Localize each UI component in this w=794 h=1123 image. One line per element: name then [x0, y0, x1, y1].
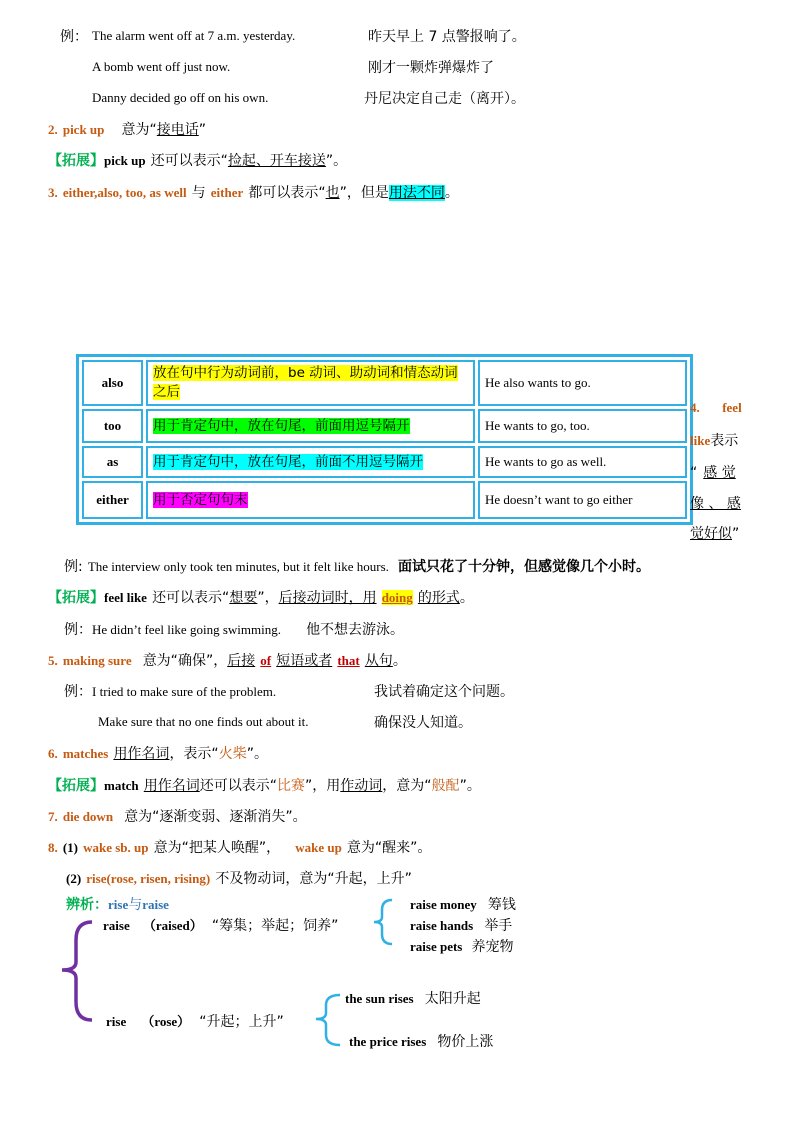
extension-note-end: 的形式 — [417, 590, 460, 606]
connector: 与 — [128, 897, 143, 913]
note-2: 短语或者 — [276, 653, 333, 669]
part-2: (2) — [66, 871, 82, 886]
usage-text: 用于肯定句中，放在句尾，前面用逗号隔开 — [153, 417, 410, 434]
rise-meaning: “升起；上升” — [199, 1014, 284, 1030]
meaning: 接电话 — [156, 122, 199, 138]
meaning: 火柴 — [218, 746, 247, 762]
section-number: 4. — [690, 400, 700, 415]
phrase: pick up — [62, 122, 105, 137]
example-cell: He wants to go as well. — [478, 446, 687, 478]
section-number: 5. — [48, 653, 58, 668]
rise-item-en: the price rises — [349, 1034, 427, 1049]
meaning-2: 像 、 感 — [690, 496, 741, 512]
meaning: 捡起、开车接送 — [227, 153, 326, 169]
example-cell: He also wants to go. — [478, 360, 687, 406]
phrase: rise(rose, risen, rising) — [86, 871, 211, 886]
usage-text: 放在句中行为动词前，be 动词、助动词和情态动词之后 — [153, 365, 458, 400]
example-label: 例: — [64, 559, 83, 575]
period: 。 — [459, 590, 474, 606]
phrase: pick up — [104, 153, 146, 168]
raise-past: （raised） — [142, 918, 203, 933]
extension-text-2: ”，用 — [305, 778, 341, 794]
example-cell: He wants to go, too. — [478, 409, 687, 443]
section-number: 7. — [48, 809, 58, 824]
quote-open: “ — [690, 465, 698, 481]
rise-item-en: the sun rises — [345, 991, 414, 1006]
section-text-2: 意为“醒来”。 — [346, 840, 432, 856]
section-text: 不及物动词，意为“升起，上升” — [215, 871, 412, 887]
quote-close: ” — [732, 526, 740, 542]
section-text: 意为“逐渐变弱、逐渐消失”。 — [124, 809, 307, 825]
word-cell: as — [82, 446, 143, 478]
raise-brace-icon — [374, 900, 392, 944]
example-en-1: The alarm went off at 7 a.m. yesterday. — [92, 28, 296, 43]
part-of-speech: 用作名词 — [113, 746, 170, 762]
example-zh-2: 确保没人知道。 — [374, 715, 472, 731]
section-text-1: 意为“把某人唤醒”， — [153, 840, 281, 856]
quote-close: ”。 — [246, 746, 268, 762]
section-text: 表示 — [710, 433, 739, 449]
meaning-2: 般配 — [431, 778, 460, 794]
doing-word: doing — [381, 590, 413, 605]
example-zh-3: 丹尼决定自己走（离开）。 — [364, 91, 525, 107]
phrase: feel — [722, 400, 742, 415]
note-1: 后接 — [227, 653, 256, 669]
rise-item-zh: 物价上涨 — [437, 1034, 494, 1050]
quote-close: ”。 — [459, 778, 481, 794]
meaning: 想要 — [229, 590, 258, 606]
period: 。 — [444, 185, 459, 201]
example-en: He didn’t feel like going swimming. — [92, 622, 281, 637]
example-zh-2: 刚才一颗炸弹爆炸了 — [368, 60, 494, 76]
comparison-tag: 辨析： — [66, 897, 108, 913]
raise-item-zh: 养宠物 — [471, 939, 514, 955]
of-word: of — [260, 653, 272, 668]
phrase: die down — [62, 809, 114, 824]
extension-text-3: ，意为“ — [382, 778, 432, 794]
word-cell: also — [82, 360, 143, 406]
section-number: 8. — [48, 840, 58, 855]
phrase-2: wake up — [295, 840, 342, 855]
example-en-3: Danny decided go off on his own. — [92, 90, 269, 105]
period: 。 — [392, 653, 407, 669]
phrase: match — [104, 778, 139, 793]
usage-text: 用于否定句句末 — [153, 491, 248, 508]
extension-text: 还可以表示“ — [199, 778, 278, 794]
example-en-2: A bomb went off just now. — [92, 59, 231, 74]
example-zh-1: 昨天早上 7 点警报响了。 — [368, 29, 526, 45]
example-en-1: I tried to make sure of the problem. — [92, 684, 277, 699]
rise-item-zh: 太阳升起 — [424, 991, 481, 1007]
phrase-either: either — [210, 185, 244, 200]
connector: 与 — [191, 185, 206, 201]
phrase-1: wake sb. up — [83, 840, 149, 855]
example-zh-1: 我试着确定这个问题。 — [374, 684, 514, 700]
example-cell: He doesn’t want to go either — [478, 481, 687, 519]
phrase: feel like — [104, 590, 147, 605]
extension-text: 还可以表示“ — [150, 153, 228, 169]
section-text: 意为“确保”， — [142, 653, 228, 669]
part-of-speech-2: 作动词 — [340, 778, 383, 794]
raise-item-zh: 举手 — [484, 918, 513, 934]
section-number: 6. — [48, 746, 58, 761]
raise-item-zh: 筹钱 — [487, 897, 516, 913]
phrase: making sure — [62, 653, 132, 668]
example-zh: 面试只花了十分钟，但感觉像几个小时。 — [398, 559, 651, 575]
phrase: either,also, too, as well — [62, 185, 187, 200]
meaning-1: 感 觉 — [703, 465, 736, 481]
section-text: ，表示“ — [169, 746, 219, 762]
rise-past: （rose） — [141, 1014, 191, 1029]
meaning-intro: 意为“ — [121, 122, 157, 138]
extension-text: 还可以表示“ — [152, 590, 230, 606]
rise-word: rise — [106, 1014, 127, 1029]
phrase: matches — [62, 746, 109, 761]
quote-close: ”， — [257, 590, 279, 606]
part-of-speech: 用作名词 — [143, 778, 200, 794]
section-number: 2. — [48, 122, 58, 137]
section-number: 3. — [48, 185, 58, 200]
extension-tag: 【拓展】 — [48, 778, 104, 794]
section-text: 都可以表示“ — [248, 185, 326, 201]
extension-tag: 【拓展】 — [48, 590, 104, 606]
word-a: rise — [108, 897, 129, 912]
raise-item-en: raise hands — [410, 918, 474, 933]
highlight: 用法不同 — [388, 185, 445, 201]
quote-close: ” — [198, 122, 207, 138]
meaning: 比赛 — [277, 778, 306, 794]
meaning-3: 觉好似 — [690, 526, 732, 542]
usage-text: 用于肯定句中，放在句尾，前面不用逗号隔开 — [153, 453, 423, 470]
raise-item-en: raise money — [410, 897, 477, 912]
word-b: raise — [142, 897, 169, 912]
example-en: The interview only took ten minutes, but it felt like hours. — [87, 559, 389, 574]
example-label: 例： — [60, 29, 88, 45]
extension-tag: 【拓展】 — [48, 153, 104, 169]
example-label: 例： — [64, 684, 92, 700]
raise-item-en: raise pets — [410, 939, 463, 954]
example-en-2: Make sure that no one finds out about it. — [98, 714, 309, 729]
phrase-2: like — [690, 433, 711, 448]
extension-note: 后接动词时，用 — [278, 590, 377, 606]
section-text-2: ”，但是 — [339, 185, 389, 201]
big-brace-icon — [62, 922, 92, 1020]
rise-brace-icon — [316, 995, 340, 1045]
meaning: 也 — [325, 185, 340, 201]
raise-meaning: “筹集；举起；饲养” — [211, 918, 339, 934]
raise-word: raise — [103, 918, 130, 933]
example-label: 例： — [64, 622, 92, 638]
word-cell: either — [82, 481, 143, 519]
quote-close: ”。 — [325, 153, 348, 169]
note-3: 从句 — [364, 653, 393, 669]
part-1: (1) — [62, 840, 79, 855]
that-word: that — [337, 653, 360, 668]
example-zh: 他不想去游泳。 — [306, 622, 405, 638]
word-cell: too — [82, 409, 143, 443]
